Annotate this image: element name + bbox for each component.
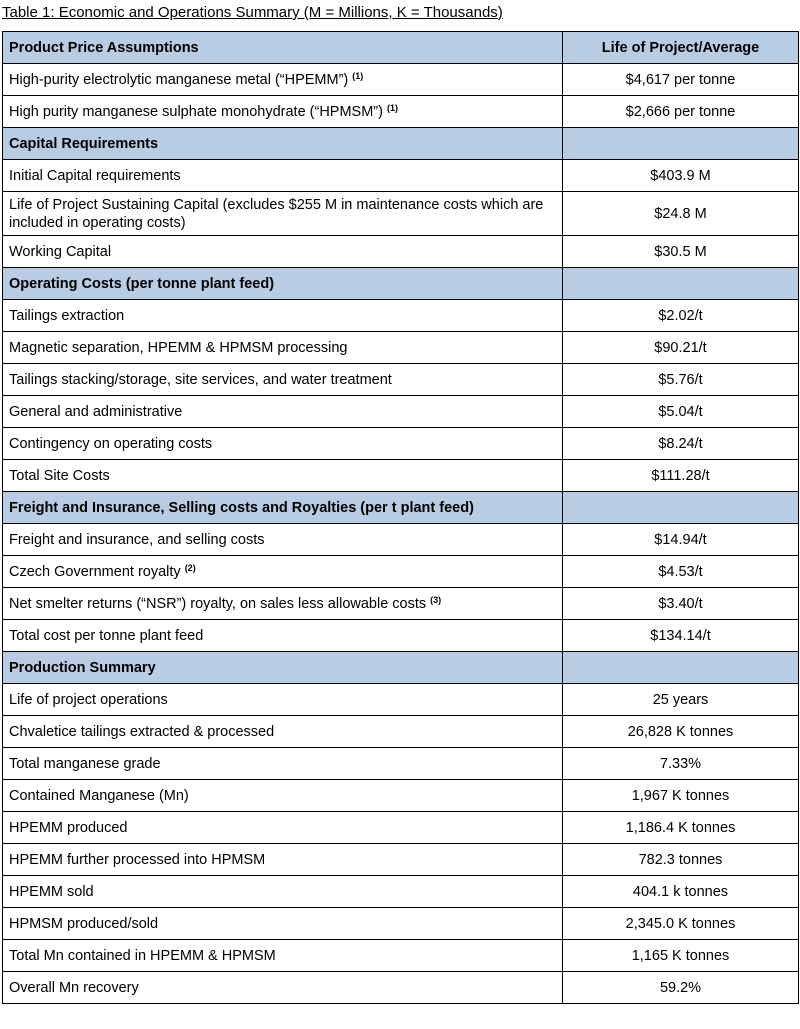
item-value-cell bbox=[563, 524, 799, 556]
table-row bbox=[3, 812, 799, 844]
section-title: Product Price Assumptions bbox=[9, 39, 199, 56]
item-value-cell bbox=[563, 192, 799, 236]
section-value-cell bbox=[563, 32, 799, 64]
item-value-cell bbox=[563, 160, 799, 192]
item-label-cell bbox=[3, 588, 563, 620]
item-value-cell bbox=[563, 588, 799, 620]
item-label-cell bbox=[3, 460, 563, 492]
item-label-cell bbox=[3, 716, 563, 748]
table-row bbox=[3, 236, 799, 268]
item-value-cell bbox=[563, 300, 799, 332]
item-label: HPEMM produced bbox=[9, 819, 128, 836]
item-label: Initial Capital requirements bbox=[9, 167, 181, 184]
section-header-row bbox=[3, 128, 799, 160]
table-row bbox=[3, 588, 799, 620]
item-label: Chvaletice tailings extracted & processed bbox=[9, 723, 275, 740]
item-label-cell bbox=[3, 236, 563, 268]
item-value: $2,666 per tonne bbox=[625, 103, 736, 120]
section-title-cell bbox=[3, 492, 563, 524]
item-value: $90.21/t bbox=[654, 339, 707, 356]
item-value: $30.5 M bbox=[654, 243, 707, 260]
economic-operations-table bbox=[2, 31, 799, 1004]
item-value: $2.02/t bbox=[658, 307, 703, 324]
item-value-cell bbox=[563, 780, 799, 812]
table-row bbox=[3, 396, 799, 428]
item-label: General and administrative bbox=[9, 403, 183, 420]
item-label: HPEMM sold bbox=[9, 883, 94, 900]
table-row bbox=[3, 64, 799, 96]
section-title: Capital Requirements bbox=[9, 135, 159, 152]
item-label-cell bbox=[3, 908, 563, 940]
table-row bbox=[3, 972, 799, 1004]
item-label-cell bbox=[3, 620, 563, 652]
item-value: 1,165 K tonnes bbox=[631, 947, 730, 964]
table-row bbox=[3, 940, 799, 972]
section-value-cell bbox=[563, 492, 799, 524]
table-row bbox=[3, 780, 799, 812]
section-header-row bbox=[3, 32, 799, 64]
section-title-cell bbox=[3, 32, 563, 64]
item-value: 1,967 K tonnes bbox=[631, 787, 730, 804]
item-label: Contained Manganese (Mn) bbox=[9, 787, 189, 804]
item-label: Net smelter returns (“NSR”) royalty, on sales less allowable costs bbox=[9, 595, 427, 612]
item-label: Contingency on operating costs bbox=[9, 435, 213, 452]
item-label-cell bbox=[3, 192, 563, 236]
item-label-cell bbox=[3, 844, 563, 876]
table-row bbox=[3, 876, 799, 908]
item-value-cell bbox=[563, 620, 799, 652]
item-label: Tailings stacking/storage, site services, and water treatment bbox=[9, 371, 392, 388]
item-value-cell bbox=[563, 556, 799, 588]
item-value-cell bbox=[563, 940, 799, 972]
item-value-cell bbox=[563, 844, 799, 876]
table-row bbox=[3, 524, 799, 556]
item-value: $403.9 M bbox=[650, 167, 711, 184]
table-body bbox=[3, 32, 799, 1004]
item-value-cell bbox=[563, 332, 799, 364]
item-label-cell bbox=[3, 96, 563, 128]
item-label: Tailings extraction bbox=[9, 307, 125, 324]
item-value: $24.8 M bbox=[654, 205, 707, 222]
table-row bbox=[3, 300, 799, 332]
item-label-cell bbox=[3, 876, 563, 908]
section-title: Operating Costs (per tonne plant feed) bbox=[9, 275, 275, 292]
item-label-cell bbox=[3, 524, 563, 556]
item-value: 59.2% bbox=[659, 979, 702, 996]
table-row bbox=[3, 192, 799, 236]
item-value-cell bbox=[563, 748, 799, 780]
table-row bbox=[3, 364, 799, 396]
table-row bbox=[3, 620, 799, 652]
item-label-cell bbox=[3, 748, 563, 780]
table-row bbox=[3, 96, 799, 128]
column-heading: Life of Project/Average bbox=[601, 39, 760, 56]
item-label-cell bbox=[3, 812, 563, 844]
item-value: 26,828 K tonnes bbox=[627, 723, 734, 740]
item-value-cell bbox=[563, 96, 799, 128]
table-row bbox=[3, 716, 799, 748]
table-row bbox=[3, 844, 799, 876]
table-row bbox=[3, 908, 799, 940]
item-value-cell bbox=[563, 972, 799, 1004]
item-value-cell bbox=[563, 428, 799, 460]
item-value-cell bbox=[563, 64, 799, 96]
section-header-row bbox=[3, 268, 799, 300]
item-value: 2,345.0 K tonnes bbox=[625, 915, 736, 932]
item-label: Magnetic separation, HPEMM & HPMSM processing bbox=[9, 339, 348, 356]
item-label: High-purity electrolytic manganese metal (“HPEMM”) bbox=[9, 71, 349, 88]
section-title-cell bbox=[3, 128, 563, 160]
item-value-cell bbox=[563, 812, 799, 844]
item-value-cell bbox=[563, 396, 799, 428]
item-label: Life of Project Sustaining Capital (excludes $255 M in maintenance costs which are included in operating costs) bbox=[9, 196, 544, 231]
section-header-row bbox=[3, 652, 799, 684]
item-label: HPEMM further processed into HPMSM bbox=[9, 851, 266, 868]
item-label-cell bbox=[3, 396, 563, 428]
item-label-cell bbox=[3, 780, 563, 812]
item-label-cell bbox=[3, 556, 563, 588]
section-title: Production Summary bbox=[9, 659, 156, 676]
item-value: $5.04/t bbox=[658, 403, 703, 420]
table-row bbox=[3, 684, 799, 716]
item-label-cell bbox=[3, 364, 563, 396]
item-value: $3.40/t bbox=[658, 595, 703, 612]
footnote-marker: (2) bbox=[184, 562, 196, 573]
item-value-cell bbox=[563, 684, 799, 716]
item-value: 782.3 tonnes bbox=[638, 851, 723, 868]
item-label-cell bbox=[3, 940, 563, 972]
item-label: Total cost per tonne plant feed bbox=[9, 627, 204, 644]
table-row bbox=[3, 160, 799, 192]
item-value-cell bbox=[563, 876, 799, 908]
item-value-cell bbox=[563, 716, 799, 748]
section-value-cell bbox=[563, 128, 799, 160]
section-title-cell bbox=[3, 268, 563, 300]
item-value: $111.28/t bbox=[651, 467, 710, 484]
item-label-cell bbox=[3, 332, 563, 364]
item-value: $5.76/t bbox=[658, 371, 703, 388]
item-label-cell bbox=[3, 684, 563, 716]
item-label: Life of project operations bbox=[9, 691, 168, 708]
item-value: $134.14/t bbox=[650, 627, 711, 644]
item-value-cell bbox=[563, 236, 799, 268]
item-value-cell bbox=[563, 460, 799, 492]
item-label-cell bbox=[3, 428, 563, 460]
item-label-cell bbox=[3, 160, 563, 192]
table-row bbox=[3, 748, 799, 780]
item-label: Czech Government royalty bbox=[9, 563, 181, 580]
item-label-cell bbox=[3, 64, 563, 96]
table-row bbox=[3, 460, 799, 492]
item-label: Freight and insurance, and selling costs bbox=[9, 531, 265, 548]
section-value-cell bbox=[563, 268, 799, 300]
footnote-marker: (1) bbox=[386, 102, 398, 113]
footnote-marker: (1) bbox=[352, 70, 364, 81]
section-header-row bbox=[3, 492, 799, 524]
table-caption: Table 1: Economic and Operations Summary (M = Millions, K = Thousands) bbox=[2, 4, 503, 21]
item-value: 25 years bbox=[652, 691, 709, 708]
section-title-cell bbox=[3, 652, 563, 684]
item-label: High purity manganese sulphate monohydrate (“HPMSM”) bbox=[9, 103, 383, 120]
item-value: $4.53/t bbox=[658, 563, 703, 580]
item-label: Working Capital bbox=[9, 243, 112, 260]
item-label: Total Site Costs bbox=[9, 467, 110, 484]
item-label-cell bbox=[3, 972, 563, 1004]
item-value: 404.1 k tonnes bbox=[632, 883, 729, 900]
item-label: Total manganese grade bbox=[9, 755, 161, 772]
table-row bbox=[3, 332, 799, 364]
table-row bbox=[3, 428, 799, 460]
item-value-cell bbox=[563, 908, 799, 940]
item-label-cell bbox=[3, 300, 563, 332]
item-label: Overall Mn recovery bbox=[9, 979, 139, 996]
item-value: $8.24/t bbox=[658, 435, 703, 452]
footnote-marker: (3) bbox=[430, 594, 442, 605]
item-value: 1,186.4 K tonnes bbox=[625, 819, 736, 836]
section-title: Freight and Insurance, Selling costs and Royalties (per t plant feed) bbox=[9, 499, 474, 516]
table-row bbox=[3, 556, 799, 588]
item-value: $4,617 per tonne bbox=[625, 71, 736, 88]
item-label: HPMSM produced/sold bbox=[9, 915, 159, 932]
item-label: Total Mn contained in HPEMM & HPMSM bbox=[9, 947, 276, 964]
section-value-cell bbox=[563, 652, 799, 684]
item-value: 7.33% bbox=[659, 755, 702, 772]
item-value-cell bbox=[563, 364, 799, 396]
item-value: $14.94/t bbox=[654, 531, 707, 548]
